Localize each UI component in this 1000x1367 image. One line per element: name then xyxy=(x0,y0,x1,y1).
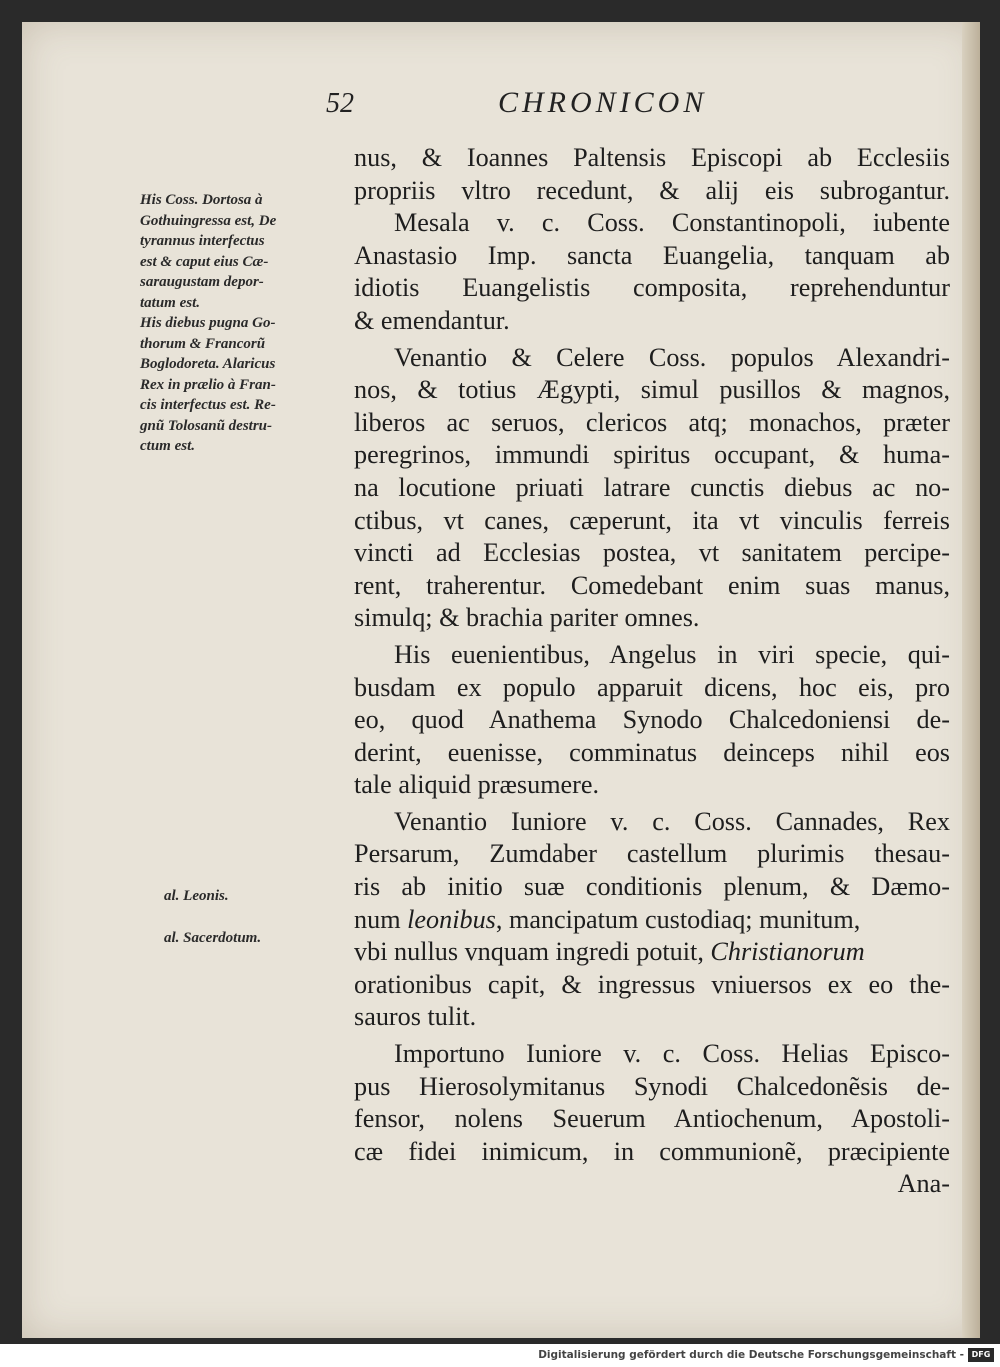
margin-note-line: Rex in prælio à Fran- xyxy=(140,376,276,393)
running-title: CHRONICON xyxy=(498,86,708,119)
text-line: tale aliquid præsumere. xyxy=(354,770,600,800)
text-line: nus, & Ioannes Paltensis Episcopi ab Ecclesiis xyxy=(354,143,950,172)
text-line: pus Hierosolymitanus Synodi Chalcedonẽsis de- xyxy=(354,1071,950,1101)
text-line: & emendantur. xyxy=(354,305,510,335)
text-line: propriis vltro recedunt, & alij eis subrogantur. xyxy=(354,175,950,205)
text-line: sauros tulit. xyxy=(354,1002,477,1032)
text-line: idiotis Euangelistis composita, reprehenduntur xyxy=(354,273,950,303)
text-line: Anastasio Imp. sancta Euangelia, tanquam ab xyxy=(354,240,950,270)
text-line: busdam ex populo apparuit dicens, hoc eis, pro xyxy=(354,672,950,702)
text-line xyxy=(354,904,950,937)
text-line: na locutione priuati latrare cunctis diebus ac no- xyxy=(354,472,950,502)
text-line: Persarum, Zumdaber castellum plurimis thesau- xyxy=(354,839,950,869)
text-line: eo, quod Anathema Synodo Chalcedoniensi de- xyxy=(354,705,950,735)
text-line: simulq; & brachia pariter omnes. xyxy=(354,603,700,633)
main-text-block xyxy=(354,142,950,1201)
text-line: Importuno Iuniore v. c. Coss. Helias Episco- xyxy=(394,1039,950,1069)
page-header xyxy=(326,82,796,128)
text-line: His euenientibus, Angelus in viri specie, qui- xyxy=(394,639,950,669)
text-fragment: vbi nullus vnquam ingredi potuit, xyxy=(354,937,704,967)
margin-note-line: Boglodoreta. Alaricus xyxy=(140,356,276,372)
margin-notes xyxy=(140,190,350,457)
margin-note-line: His Coss. Dortosa à xyxy=(140,192,263,208)
text-line: Mesala v. c. Coss. Constantinopoli, iubente xyxy=(394,208,950,238)
margin-note-line: His diebus pugna Go- xyxy=(140,315,276,331)
text-line: orationibus capit, & ingressus vniuersos ex eo the- xyxy=(354,969,950,999)
text-line: Venantio Iuniore v. c. Coss. Cannades, Rex xyxy=(394,806,950,836)
margin-note-line: est & caput eius Cæ- xyxy=(140,253,269,270)
text-line: cæ fidei inimicum, in communionẽ, præcipiente xyxy=(354,1136,950,1166)
margin-note-line: thorum & Francorũ xyxy=(140,335,266,352)
text-fragment: num xyxy=(354,904,401,934)
margin-note-line: Gothuingressa est, De xyxy=(140,212,277,229)
italic-fragment: leonibus xyxy=(407,904,496,934)
text-line xyxy=(354,936,950,969)
text-line: nos, & totius Ægypti, simul pusillos & magnos, xyxy=(354,375,950,405)
footer-credit: Digitalisierung gefördert durch die Deutsche Forschungsgemeinschaft - xyxy=(538,1349,964,1361)
dfg-logo-icon: DFG xyxy=(968,1348,994,1362)
text-line: rent, traherentur. Comedebant enim suas manus, xyxy=(354,570,950,600)
page-number: 52 xyxy=(326,88,354,119)
text-fragment: , mancipatum custodiaq; munitum, xyxy=(495,904,861,934)
text-line: ctibus, vt canes, cæperunt, ita vt vinculis ferreis xyxy=(354,505,950,535)
text-line: ris ab initio suæ conditionis plenum, & Dæmo- xyxy=(354,872,950,902)
margin-note-leonis: al. Leonis. xyxy=(164,888,229,904)
margin-note-line: gnũ Tolosanũ destru- xyxy=(140,417,272,434)
text-line: peregrinos, immundi spiritus occupant, & huma- xyxy=(354,440,950,470)
margin-note-line: ctum est. xyxy=(140,438,195,454)
text-line: derint, euenisse, comminatus deinceps nihil eos xyxy=(354,737,950,767)
text-line: liberos ac seruos, clericos atq; monachos, præter xyxy=(354,407,950,437)
italic-fragment: Christianorum xyxy=(710,937,865,967)
margin-note-line: tatum est. xyxy=(140,294,201,311)
margin-note-line: cis interfectus est. Re- xyxy=(140,397,276,413)
page-edge xyxy=(962,22,980,1338)
margin-note-line: tyrannus interfectus xyxy=(140,233,265,249)
text-line: Venantio & Celere Coss. populos Alexandri- xyxy=(394,342,950,372)
margin-note-sacerdotum: al. Sacerdotum. xyxy=(164,930,262,946)
footer-bar xyxy=(0,1344,1000,1367)
text-line: vincti ad Ecclesias postea, vt sanitatem percipe- xyxy=(354,538,950,568)
margin-note-line: saraugustam depor- xyxy=(140,274,264,290)
text-line: fensor, nolens Seuerum Antiochenum, Apostoli- xyxy=(354,1104,950,1134)
catchword: Ana- xyxy=(897,1169,950,1199)
